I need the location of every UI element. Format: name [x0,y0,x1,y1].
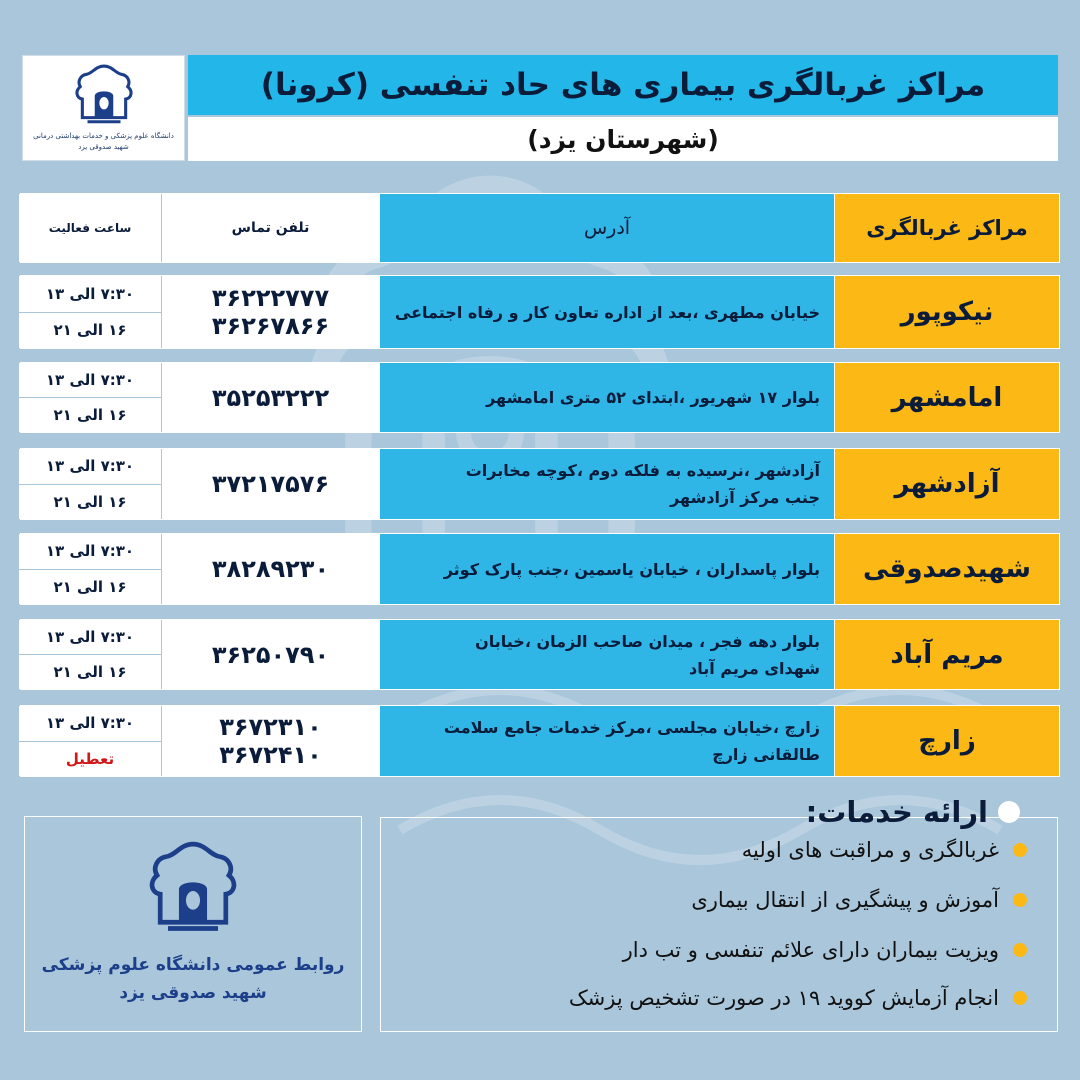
footer-line-2: شهید صدوقی یزد [119,983,267,1003]
center-address-line-1: زارچ ،خیابان مجلسی ،مرکز خدمات جامع سلامت [443,718,820,737]
services-box [380,817,1058,1032]
header-logo [22,55,185,161]
hours-morning: ۷:۳۰ الی ۱۳ [45,714,135,733]
center-address-line-2: طالقانی زارچ [712,745,820,764]
center-phone [161,620,379,689]
table-header-row [20,193,1060,263]
center-name: امامشهر [834,363,1059,432]
service-item-label: ویزیت بیماران دارای علائم تنفسی و تب دار [622,938,999,962]
hours-morning: ۷:۳۰ الی ۱۳ [45,542,135,561]
center-name: مریم آباد [834,620,1059,689]
center-address-line-1: خیابان مطهری ،بعد از اداره تعاون کار و رفاه اجتماعی [394,302,820,322]
center-name: زارچ [834,706,1059,776]
table-row [20,362,1060,433]
center-address [379,449,834,519]
table-row [20,705,1060,777]
university-emblem-icon [145,841,241,941]
center-phone-1: ۳۶۷۲۳۱۰ [219,713,322,741]
logo-caption-1: دانشگاه علوم پزشکی و خدمات بهداشتی درمانی [33,132,174,140]
center-address [379,706,834,776]
center-address-line-1: بلوار دهه فجر ، میدان صاحب الزمان ،خیابان [475,631,820,651]
center-name: آزادشهر [834,449,1059,519]
center-phone [161,276,379,348]
university-emblem-icon [73,64,135,130]
bullet-dot-icon [1013,843,1027,857]
bullet-dot-icon [1013,991,1027,1005]
center-address-line-2: شهدای مریم آباد [689,658,820,678]
service-item-label: غربالگری و مراقبت های اولیه [741,838,999,862]
center-address-line-1: بلوار ۱۷ شهریور ،ابتدای ۵۲ متری امامشهر [486,388,820,407]
center-phone-1: ۳۶۲۵۰۷۹۰ [211,640,330,669]
heading-dot-icon [998,801,1020,823]
center-name: نیکوپور [834,276,1059,348]
center-name: شهیدصدوقی [834,534,1059,604]
services-heading [806,792,1020,832]
service-item [569,986,1027,1010]
page-title: مراکز غربالگری بیماری های حاد تنفسی (کرونا) [188,55,1058,115]
hours-evening: ۱۶ الی ۲۱ [19,654,161,689]
center-phone [161,449,379,519]
table-row [20,448,1060,520]
services-title-label: ارائه خدمات: [805,795,988,829]
center-phone-2: ۳۶۲۶۷۸۶۶ [211,312,330,340]
logo-caption-2: شهید صدوقی یزد [78,143,129,151]
header-hours-label: ساعت فعالیت [48,221,132,235]
table-row [20,533,1060,605]
service-item [742,838,1027,862]
hours-evening: ۱۶ الی ۲۱ [19,397,161,432]
service-item-label: آموزش و پیشگیری از انتقال بیماری [691,888,999,912]
header-phone [161,194,379,262]
service-item [623,938,1027,962]
service-item [691,888,1027,912]
center-phone-1: ۳۶۲۲۲۷۷۷ [211,284,330,312]
bullet-dot-icon [1013,943,1027,957]
center-hours [19,534,161,604]
table-row [20,275,1060,349]
page-subtitle: (شهرستان یزد) [188,117,1058,161]
table-row [20,619,1060,690]
center-hours [19,449,161,519]
center-hours [19,363,161,432]
hours-evening: ۱۶ الی ۲۱ [19,569,161,605]
hours-morning: ۷:۳۰ الی ۱۳ [45,284,135,303]
hours-morning: ۷:۳۰ الی ۱۳ [45,457,135,476]
service-item-label: انجام آزمایش کووید ۱۹ در صورت تشخیص پزشک [568,986,999,1010]
header-address: آدرس [379,194,834,262]
center-phone-1: ۳۸۲۸۹۲۳۰ [211,555,330,583]
center-phone [161,363,379,432]
hours-morning: ۷:۳۰ الی ۱۳ [45,371,135,389]
footer-line-1: روابط عمومی دانشگاه علوم پزشکی [41,955,345,975]
public-relations-box [24,816,362,1032]
center-hours [19,620,161,689]
center-address-line-2: جنب مرکز آزادشهر [670,488,820,507]
center-phone-1: ۳۷۲۱۷۵۷۶ [211,470,330,498]
header-hours [19,194,161,262]
center-address [379,620,834,689]
center-address [379,276,834,348]
center-hours [19,706,161,776]
bullet-dot-icon [1013,893,1027,907]
center-phone [161,534,379,604]
center-address [379,363,834,432]
center-phone [161,706,379,776]
hours-closed-badge: تعطیل [19,741,161,777]
center-address-line-1: آزادشهر ،نرسیده به فلکه دوم ،کوچه مخابرات [465,461,820,480]
header-phone-label: تلفن تماس [231,220,310,236]
center-address-line-1: بلوار پاسداران ، خیابان یاسمین ،جنب پارک کوثر [443,559,820,579]
hours-morning: ۷:۳۰ الی ۱۳ [45,628,135,646]
hours-evening: ۱۶ الی ۲۱ [19,484,161,520]
center-hours [19,276,161,348]
center-address [379,534,834,604]
header-center: مراکز غربالگری [834,194,1059,262]
center-phone-2: ۳۶۷۲۴۱۰ [219,741,322,769]
center-phone-1: ۳۵۲۵۳۲۲۲ [211,383,330,412]
hours-evening: ۱۶ الی ۲۱ [19,312,161,349]
